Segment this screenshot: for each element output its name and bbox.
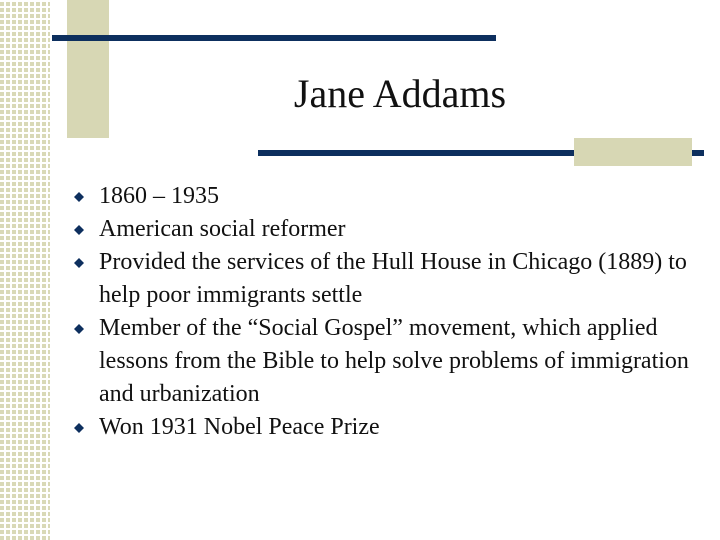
bullet-item [72,411,692,444]
bullet-text: 1860 – 1935 [99,183,219,209]
diamond-bullet-icon [74,192,84,202]
bullet-text: Won 1931 Nobel Peace Prize [99,414,380,440]
checkered-border-decoration [0,0,50,540]
bullet-item [72,213,692,246]
bullet-text: Provided the services of the Hull House in Chicago (1889) to help poor immigrants settle [99,249,687,308]
bullet-list [72,180,692,444]
bullet-item [72,312,692,411]
bullet-text: Member of the “Social Gospel” movement, which applied lessons from the Bible to help solve problems of immigration and urbanization [99,315,689,407]
decorative-block-top [67,0,109,138]
decorative-line-top [52,35,496,41]
diamond-bullet-icon [74,258,84,268]
bullet-item [72,246,692,312]
bullet-item [72,180,692,213]
diamond-bullet-icon [74,324,84,334]
decorative-block-right [574,138,692,166]
diamond-bullet-icon [74,423,84,433]
slide-title: Jane Addams [293,71,507,116]
diamond-bullet-icon [74,225,84,235]
bullet-text: American social reformer [99,216,346,242]
